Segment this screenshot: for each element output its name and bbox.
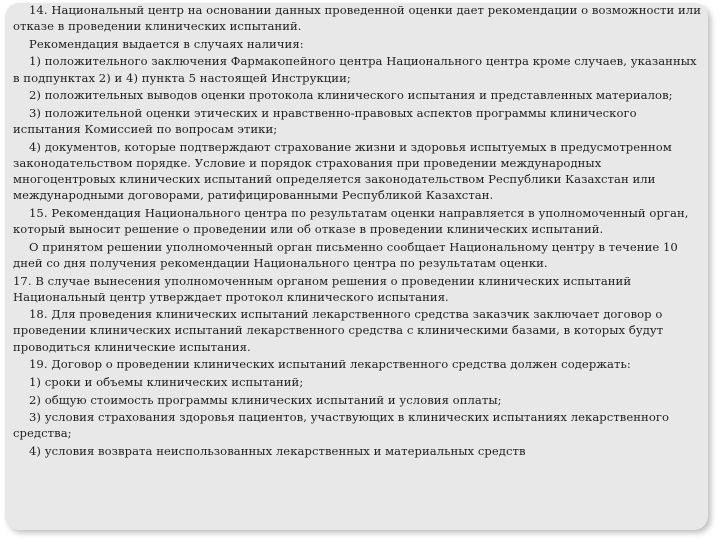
contract-item-4: 4) условия возврата неиспользованных лекарственных и материальных средств (29, 444, 526, 459)
paragraph-14: 14. Национальный центр на основании данных проведенной оценки дает рекомендации о возможности или отказе в проведении клинических испытаний. (13, 3, 701, 34)
contract-item-3: 3) условия страхования здоровья пациентов, участвующих в клинических испытаниях лекарственного средства; (13, 410, 670, 441)
paragraph-recommendation-cases: Рекомендация выдается в случаях наличия: (29, 36, 304, 51)
contract-item-2: 2) общую стоимость программы клинических испытаний и условия оплаты; (29, 392, 502, 407)
list-item-1: 1) положительного заключения Фармакопейного центра Национального центра кроме случаев, указанных в подпунктах 2) и 4) пункта 5 настоящей Инструкции; (13, 54, 697, 85)
list-item-2: 2) положительных выводов оценки протокола клинического испытания и представленных материалов; (29, 88, 673, 103)
paragraph-17: 17. В случае вынесения уполномоченным органом решения о проведении клинических испытаний Национальный центр утверждает протокол клинического испытания. (13, 273, 632, 304)
contract-item-1: 1) сроки и объемы клинических испытаний; (29, 374, 304, 389)
list-item-3: 3) положительной оценки этических и нравственно-правовых аспектов программы клинического испытания Комиссией по вопросам этики; (13, 105, 637, 137)
paragraph-15: 15. Рекомендация Национального центра по результатам оценки направляется в уполномоченный орган, который выносит решение о проведении или об отказе в проведении клинических испытаний. (13, 205, 689, 237)
list-item-4: 4) документов, которые подтверждают страхование жизни и здоровья испытуемых в предусмотренном законодательством порядке. Условие и порядок страхования при проведении международных многоцентровых клинических испытаний определяется законодательством Республики Казахстан или международными договорами, ратифицированными Республикой Казахстан. (13, 139, 672, 203)
document-text (13, 2, 705, 459)
paragraph-19: 19. Договор о проведении клинических испытаний лекарственного средства должен содержать: (29, 357, 631, 372)
paragraph-18: 18. Для проведения клинических испытаний лекарственного средства заказчик заключает договор о проведении клинических испытаний лекарственного средства с клиническими базами, в которых будут проводиться клинические испытания. (13, 307, 664, 354)
paragraph-decision-notice: О принятом решении уполномоченный орган письменно сообщает Национальному центру в течение 10 дней со дня получения рекомендации Национального центра по результатам оценки. (13, 239, 678, 270)
